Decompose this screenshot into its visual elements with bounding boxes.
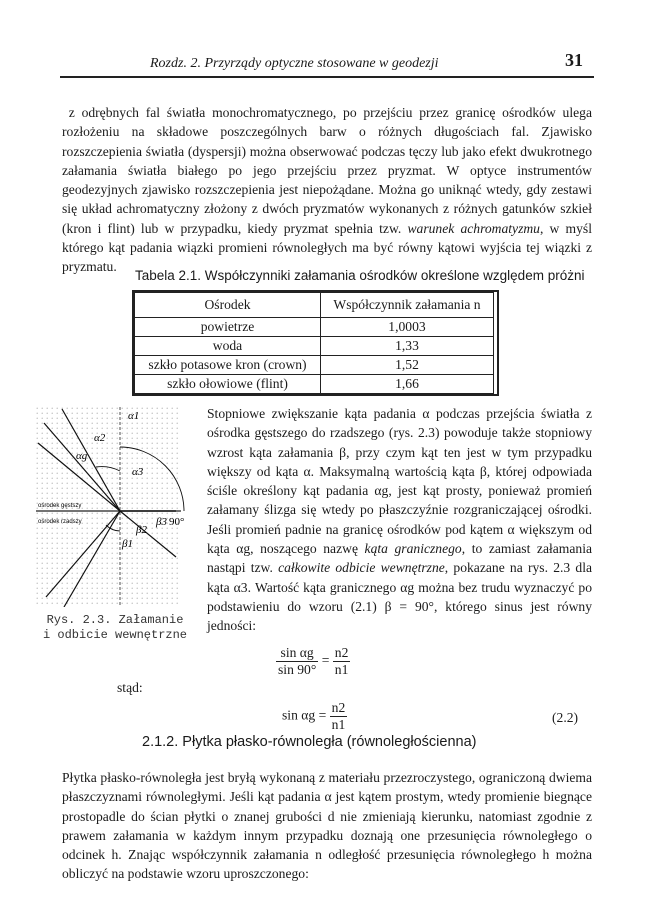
table-row — [135, 375, 494, 394]
label-alpha2: α2 — [94, 432, 106, 444]
header-rule — [60, 76, 594, 78]
term-achromatism: warunek achromatyzmu — [407, 220, 540, 236]
label-beta3: β3 — [156, 516, 167, 528]
label-beta1: β1 — [122, 538, 133, 550]
table-cell: szkło ołowiowe (flint) — [135, 375, 321, 394]
table-caption: Tabela 2.1. Współczynniki załamania ośrodków określone względem próżni — [135, 268, 585, 283]
table-cell: 1,66 — [321, 375, 494, 394]
label-alpha1: α1 — [128, 410, 140, 422]
table-row — [135, 356, 494, 375]
refraction-diagram — [36, 407, 194, 607]
paragraph-dispersion: z odrębnych fal światła monochromatycznego, po przejściu przez granicę ośrodków ulega rozłożeniu na składowe poszczególnych barw o różnych długościach fal. Zjawisko rozszczepienia światła (dyspersji) można obserwować podczas tęczy lub jako efekt dwukrotnego załamania światła białego po jego przejściu przez pryzmat. W optyce instrumentów geodezyjnych zjawisko rozszczepienia jest niepożądane. Można go uniknąć wtedy, gdy zestawi się układ achromatyczny złożony z dwóch pryzmatów wykonanych z różnych gatunków szkieł (kron i flint) lub w przypadku, kiedy pryzmat spełnia tzw. warunek achromatyzmu, w myśl którego kąt padania wiązki promieni równoległych ma być równy kątowi wyjścia tej wiązki z pryzmatu. — [62, 105, 592, 275]
table-cell: powietrze — [135, 318, 321, 337]
page-number: 31 — [565, 50, 583, 70]
table-header-row — [135, 293, 494, 318]
formula-critical-angle: sin αg = $\frac{n2}{n1}$ — [282, 700, 346, 732]
label-alpha-g: αg — [76, 450, 88, 462]
equation-number: (2.2) — [552, 710, 579, 725]
table-cell: szkło potasowe kron (crown) — [135, 356, 321, 375]
stad-label: stąd: — [117, 680, 143, 695]
label-alpha3: α3 — [132, 466, 144, 478]
table-row — [135, 318, 494, 337]
section-heading: 2.1.2. Płytka płasko-równoległa (równoległościenna) — [142, 734, 477, 750]
table-header-cell: Ośrodek — [135, 293, 321, 318]
formula-sine-ratio: $\frac{\text{sin αg}}{\sin 90^\circ}$ = $\frac{n2}{n1}$ — [278, 645, 349, 677]
refraction-table — [132, 290, 499, 396]
label-dense-medium: ośrodek gęstszy — [38, 503, 82, 509]
table-cell: 1,33 — [321, 337, 494, 356]
term-total-internal-reflection: całkowite odbicie wewnętrzne — [278, 560, 445, 576]
table-row — [135, 337, 494, 356]
running-header-title: Rozdz. 2. Przyrządy optyczne stosowane w geodezji — [150, 56, 439, 71]
figure-caption: Rys. 2.3. Załamanie i odbicie wewnętrzne — [42, 613, 188, 642]
paragraph-critical-angle: Stopniowe zwiększanie kąta padania α podczas przejścia światła z ośrodka gęstszego do rzadszego (rys. 2.3) powoduje także stopniowy wzrost kąta załamania β, przy czym kąt ten jest w tym przypadku większy od kąta α. Maksymalną wartością kąta β, której odpowiada ściśle określony kąt padania αg, jest kąt prosty, ponieważ promień załamany ślizga się wtedy po płaszczyźnie rozgraniczającej ośrodki. Jeśli promień padnie na granicę ośrodków pod kątem α większym od kąta αg, noszącego nazwę kąta granicznego, to zamiast załamania nastąpi tzw. całkowite odbicie wewnętrzne, pokazane na rys. 2.3 dla kąta α3. Wartość kąta granicznego αg można bez trudu wyznaczyć po podstawieniu do wzoru (2.1) β = 90°, którego sinus jest równy jedności: — [207, 406, 593, 634]
paragraph-parallel-plate: Płytka płasko-równoległa jest bryłą wykonaną z materiału przezroczystego, ograniczoną dwiema płaszczyznami równoległymi. Jeśli kąt padania α jest kątem prostym, wtedy promienie biegnące prostopadle do ścian płytki o znanej grubości d nie zmieniają kierunku, natomiast zgodnie z prawem załamania w każdym innym przypadku doznają one przesunięcia równoległego o odcinek h. Znając współczynnik załamania n odległość przesunięcia równoległego h można obliczyć na podstawie wzoru uproszczonego: — [62, 770, 592, 882]
table-header-cell: Współczynnik załamania n — [321, 293, 494, 318]
table-cell: 1,52 — [321, 356, 494, 375]
label-ninety: 90° — [169, 516, 185, 528]
table-cell: woda — [135, 337, 321, 356]
label-rare-medium: ośrodek rzadszy — [38, 519, 82, 525]
term-critical-angle: kąta granicznego — [364, 541, 462, 557]
label-beta2: β2 — [136, 524, 147, 536]
table-cell: 1,0003 — [321, 318, 494, 337]
